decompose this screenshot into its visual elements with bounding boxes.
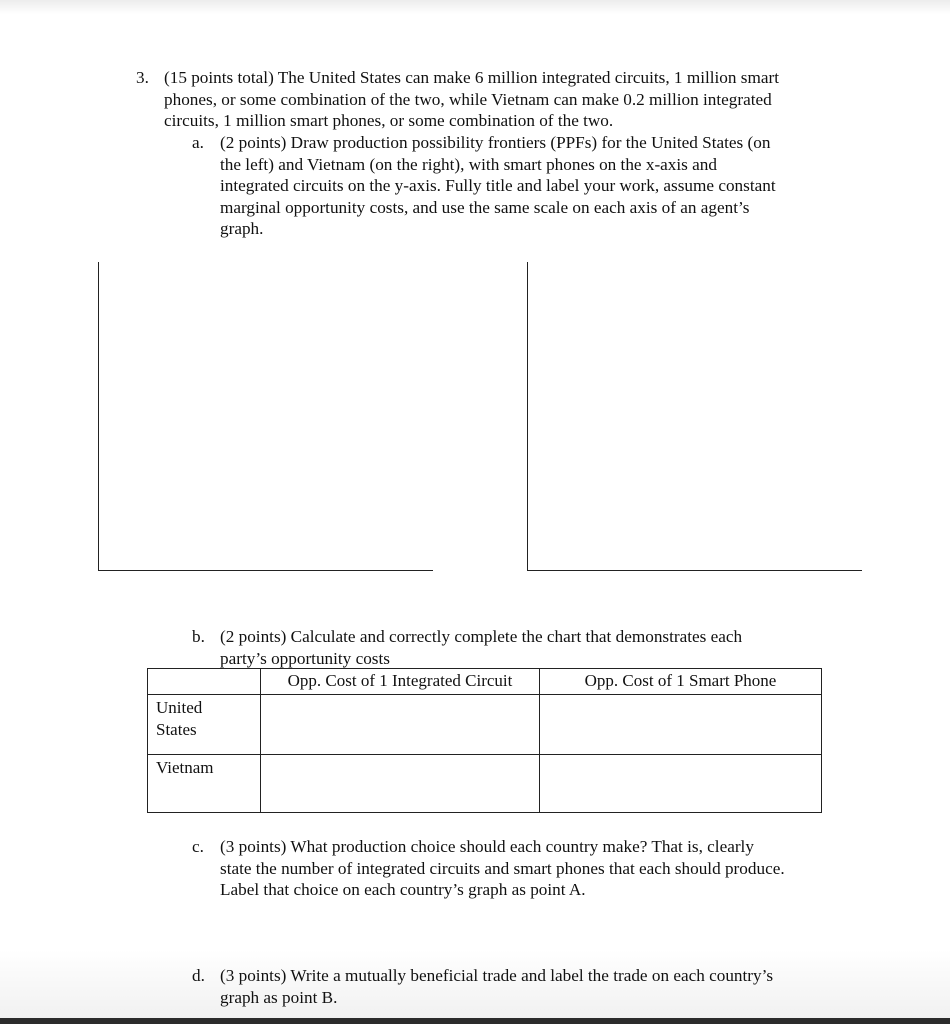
- part-c-line: Label that choice on each country’s graph as point A.: [220, 880, 586, 899]
- table-cell-vietnam-phone-cost[interactable]: [540, 755, 822, 813]
- table-cell-us-ic-cost[interactable]: [261, 695, 540, 755]
- viewer-bottom-bar: [0, 1018, 950, 1024]
- us-x-axis: [98, 570, 433, 571]
- part-a-line: the left) and Vietnam (on the right), with smart phones on the x-axis and: [220, 154, 717, 174]
- table-cell-us-phone-cost[interactable]: [540, 695, 822, 755]
- part-b-line: party’s opportunity costs: [220, 648, 390, 668]
- table-header-smart-phone: Opp. Cost of 1 Smart Phone: [540, 669, 822, 695]
- question-line: circuits, 1 million smart phones, or some combination of the two.: [164, 111, 614, 130]
- table-header-row: [148, 669, 822, 695]
- question-text: [164, 67, 854, 132]
- part-a-text: [220, 132, 840, 240]
- table-header-blank: [148, 669, 261, 695]
- row-label-line: United: [156, 698, 203, 717]
- part-a-line: marginal opportunity costs, and use the same scale on each axis of an agent’s: [220, 197, 750, 217]
- table-row-label-vietnam: [148, 755, 261, 813]
- part-a-letter: a.: [192, 133, 204, 152]
- question-number: 3.: [136, 68, 149, 87]
- part-c-line: state the number of integrated circuits and smart phones that each should produce.: [220, 858, 785, 878]
- table-row: [148, 695, 822, 755]
- question-line: (15 points total) The United States can make 6 million integrated circuits, 1 million smart: [164, 68, 779, 87]
- part-a-line: graph.: [220, 219, 264, 238]
- vietnam-x-axis: [527, 570, 862, 571]
- part-d-text: [220, 965, 850, 1008]
- table-cell-vietnam-ic-cost[interactable]: [261, 755, 540, 813]
- table-header-integrated-circuit: Opp. Cost of 1 Integrated Circuit: [261, 669, 540, 695]
- part-d-letter: d.: [192, 966, 205, 985]
- table-row: [148, 755, 822, 813]
- part-c-line: (3 points) What production choice should each country make? That is, clearly: [220, 837, 754, 856]
- row-label-line: States: [156, 720, 197, 739]
- opportunity-cost-table: [147, 668, 822, 813]
- part-d-line: graph as point B.: [220, 987, 338, 1007]
- question-line: phones, or some combination of the two, while Vietnam can make 0.2 million integrated: [164, 89, 772, 109]
- part-b-line: (2 points) Calculate and correctly complete the chart that demonstrates each: [220, 627, 743, 646]
- table-row-label-united-states: [148, 695, 261, 755]
- part-a-line: integrated circuits on the y-axis. Fully title and label your work, assume constant: [220, 176, 776, 195]
- part-d-line: (3 points) Write a mutually beneficial trade and label the trade on each country’s: [220, 966, 774, 985]
- vietnam-y-axis: [527, 262, 528, 571]
- part-b-letter: b.: [192, 627, 205, 646]
- part-c-text: [220, 836, 850, 901]
- page-top-shadow: [0, 0, 950, 14]
- part-a-line: (2 points) Draw production possibility frontiers (PPFs) for the United States (on: [220, 133, 771, 152]
- row-label-line: Vietnam: [156, 758, 214, 777]
- part-b-text: [220, 626, 820, 669]
- part-c-letter: c.: [192, 837, 204, 856]
- us-y-axis: [98, 262, 99, 571]
